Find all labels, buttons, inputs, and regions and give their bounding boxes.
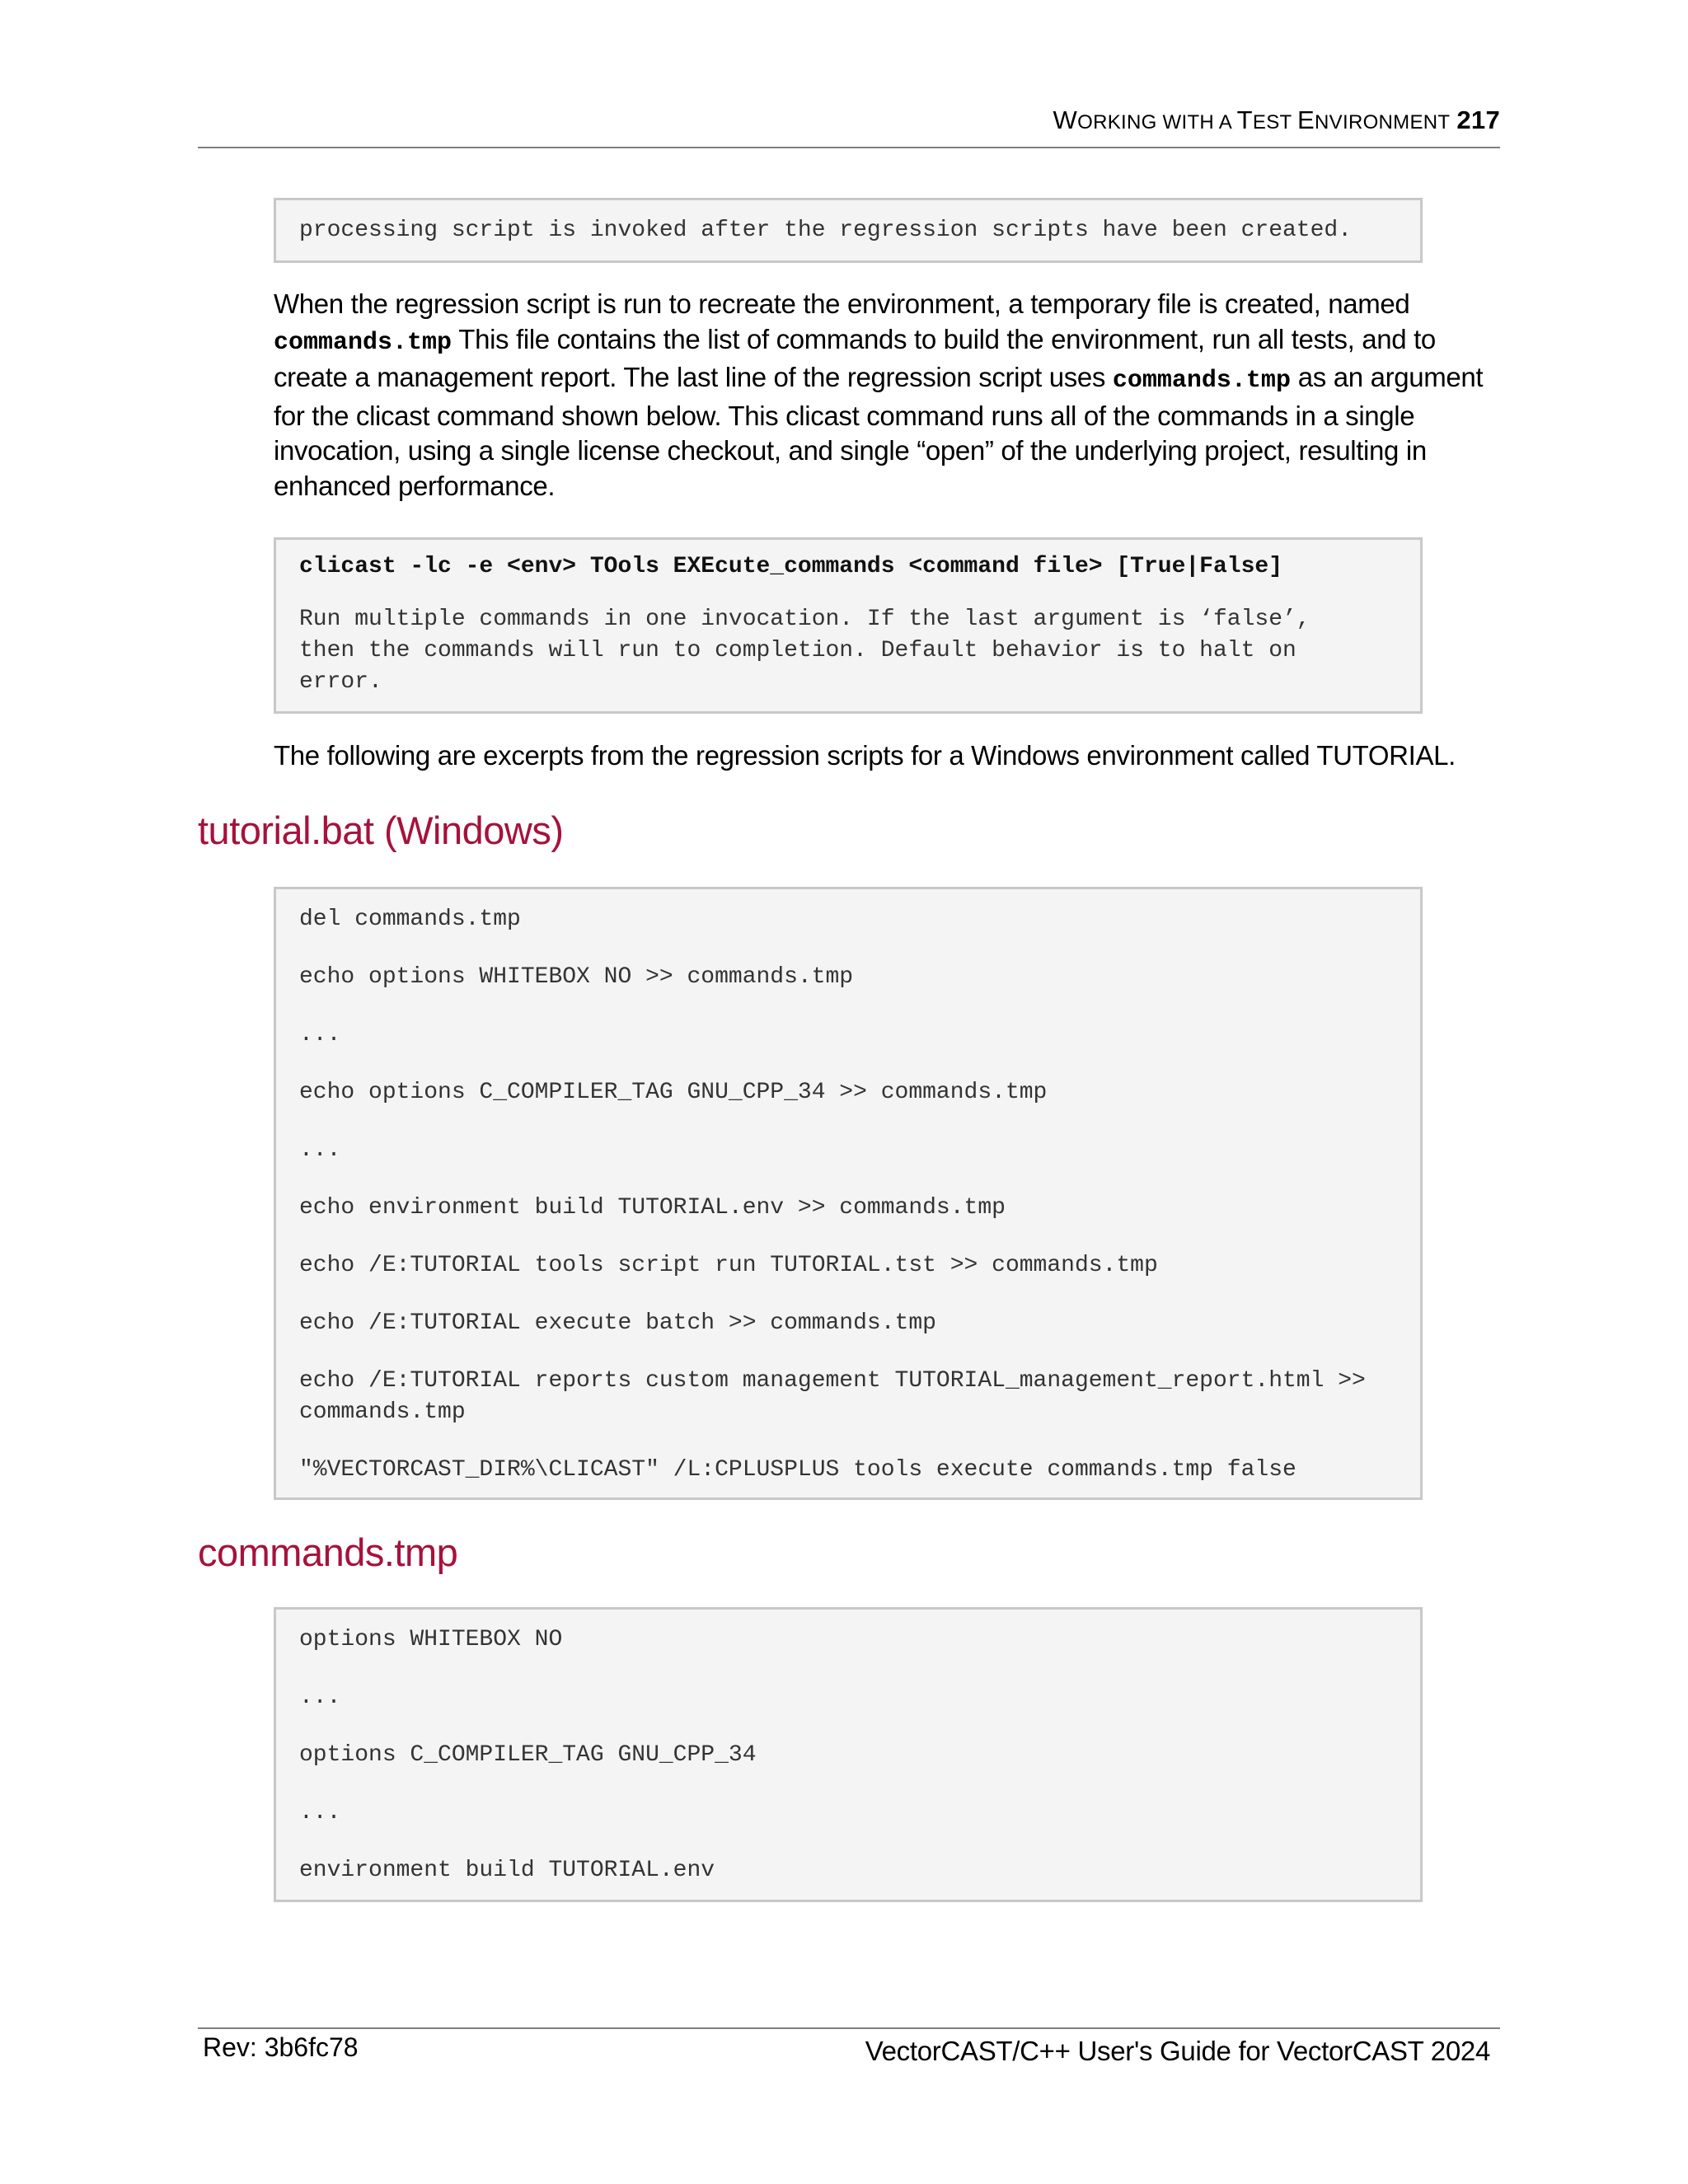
code-line: echo /E:TUTORIAL reports custom management TUTORIAL_management_report.html >> commands.tmp [299, 1368, 1366, 1425]
footer-revision: Rev: 3b6fc78 [203, 2032, 359, 2062]
footer-guide-title: VectorCAST/C++ User's Guide for VectorCAST 2024 [865, 2036, 1490, 2066]
page-number: 217 [1456, 105, 1500, 134]
command-syntax: clicast -lc -e <env> TOols EXEcute_commands <command file> [True|False] [299, 554, 1282, 579]
header-title [1053, 105, 1500, 135]
header-title-part: W [1053, 105, 1078, 134]
command-description: Run multiple commands in one invocation. If the last argument is ‘false’, then the commands will run to completion. Default behavior is to halt on error. [299, 607, 1311, 695]
body-paragraph-regression [274, 287, 1485, 504]
code-line: ... [299, 1685, 341, 1710]
code-line: echo /E:TUTORIAL execute batch >> commands.tmp [299, 1310, 936, 1336]
section-heading-commands-tmp: commands.tmp [198, 1530, 458, 1574]
paragraph-text: When the regression script is run to recreate the environment, a temporary file is created, named [274, 288, 1410, 319]
code-block-tutorial-bat [274, 887, 1423, 1500]
code-line: "%VECTORCAST_DIR%\CLICAST" /L:CPLUSPLUS tools execute commands.tmp false [299, 1457, 1296, 1483]
footer-rule [198, 2027, 1500, 2029]
inline-code-commands-tmp: commands.tmp [274, 328, 452, 357]
command-syntax-box [274, 537, 1423, 714]
code-line: echo options C_COMPILER_TAG GNU_CPP_34 >> commands.tmp [299, 1080, 1048, 1105]
section-heading-tutorial-bat: tutorial.bat (Windows) [198, 808, 564, 852]
code-line: echo /E:TUTORIAL tools script run TUTORIAL.tst >> commands.tmp [299, 1253, 1158, 1278]
header-title-part: EST [1252, 111, 1298, 134]
code-block-continuation [274, 198, 1423, 263]
code-line: ... [299, 1022, 341, 1047]
code-line: environment build TUTORIAL.env [299, 1858, 715, 1883]
paragraph-text: as an argument for the clicast command shown below. This clicast command runs all of the commands in a single invocation, using a single license checkout, and single “open” of the underlying project, resulting in enhanced performance. [274, 362, 1484, 501]
code-line: echo environment build TUTORIAL.env >> commands.tmp [299, 1195, 1006, 1221]
code-line: ... [299, 1137, 341, 1163]
inline-code-commands-tmp: commands.tmp [1112, 367, 1291, 395]
header-title-part: NVIRONMENT [1315, 111, 1451, 134]
code-line: options C_COMPILER_TAG GNU_CPP_34 [299, 1742, 757, 1768]
code-line: echo options WHITEBOX NO >> commands.tmp [299, 964, 854, 990]
code-line: del commands.tmp [299, 907, 521, 932]
header-title-part: T [1236, 105, 1253, 134]
paragraph-text: This file contains the list of commands to build the environment, run all tests, and to create a management report. The last line of the regression script uses [274, 323, 1436, 392]
code-block-commands-tmp [274, 1607, 1423, 1902]
code-line: ... [299, 1800, 341, 1825]
code-line: processing script is invoked after the regression scripts have been created. [299, 218, 1353, 243]
code-line: options WHITEBOX NO [299, 1627, 563, 1652]
body-paragraph-excerpts: The following are excerpts from the regression scripts for a Windows environment called TUTORIAL. [274, 740, 1456, 771]
page-header [198, 105, 1500, 148]
header-title-part: ORKING WITH A [1077, 111, 1237, 134]
header-title-part: E [1297, 105, 1315, 134]
